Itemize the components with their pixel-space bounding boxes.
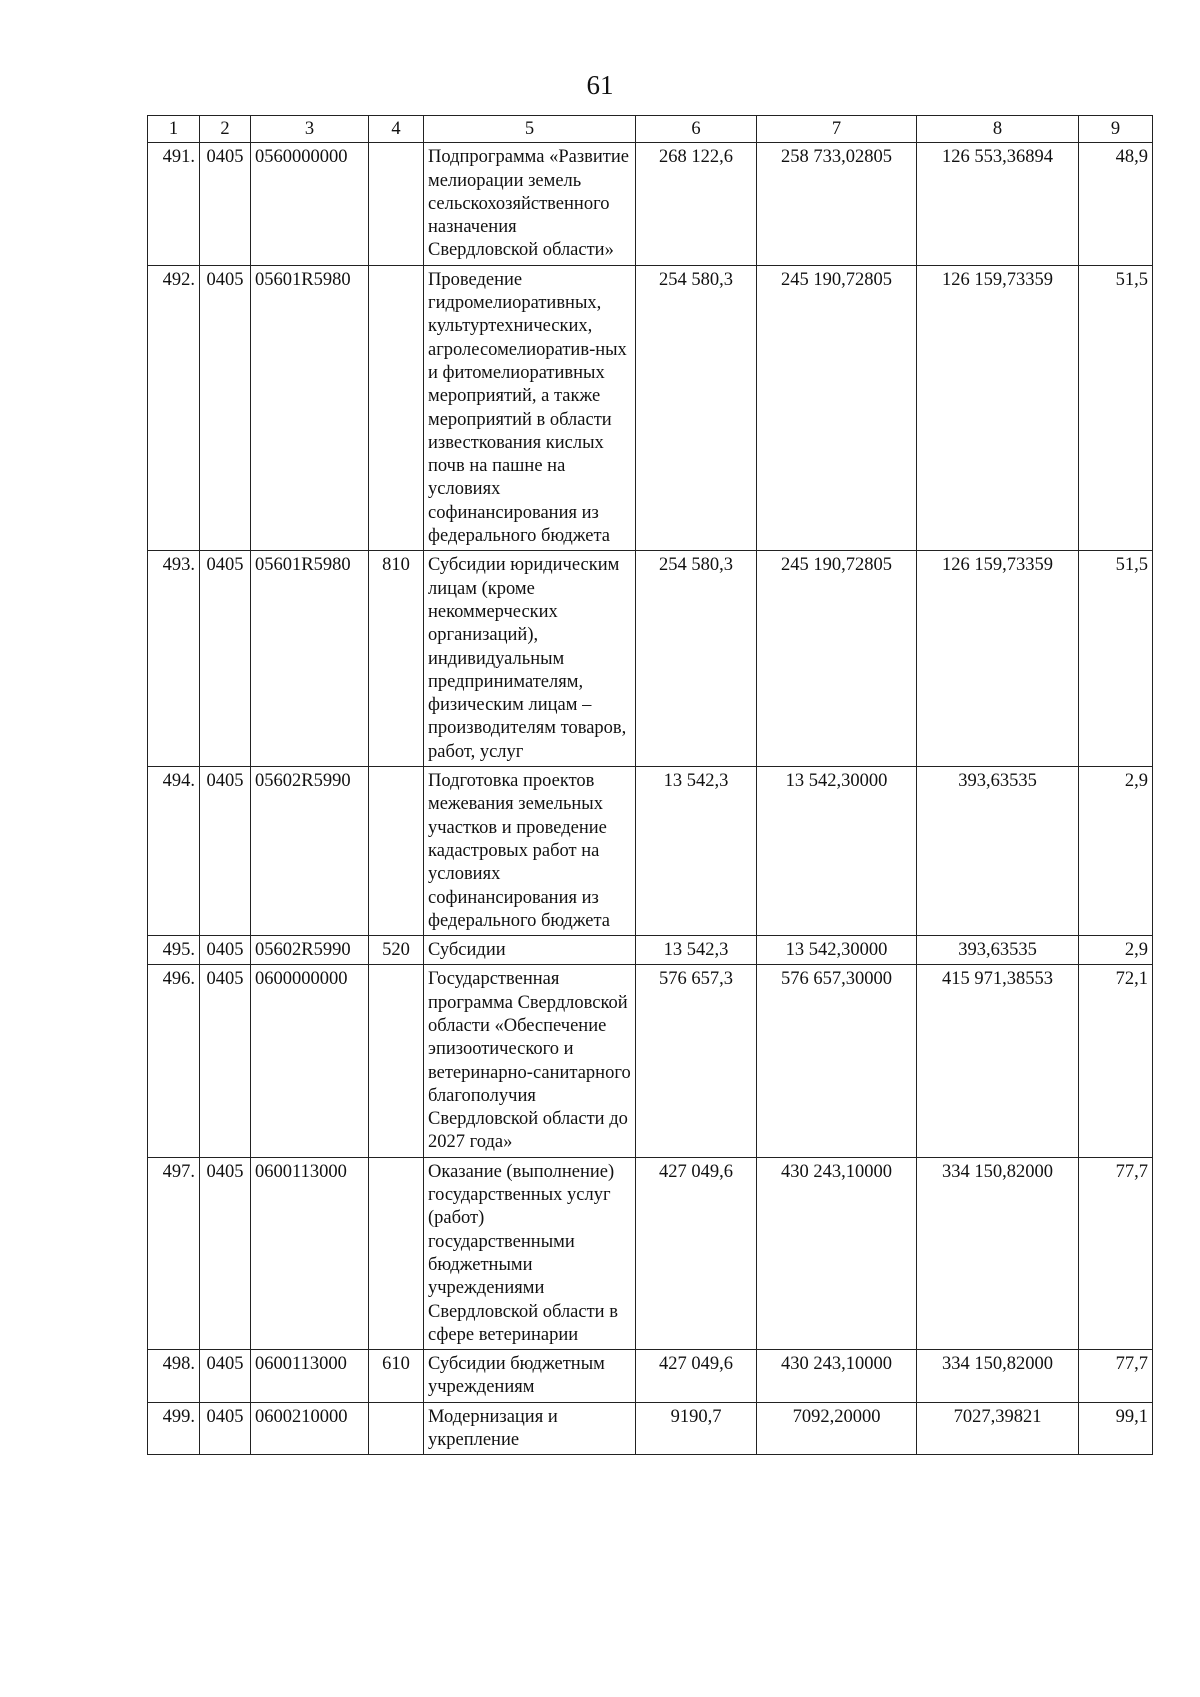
expense-type-code: 810 [369, 551, 424, 767]
row-number: 493. [148, 551, 200, 767]
plan-amount: 576 657,3 [636, 965, 757, 1157]
plan-amount: 13 542,3 [636, 936, 757, 965]
item-name: Субсидии [424, 936, 636, 965]
expense-type-code: 520 [369, 936, 424, 965]
target-article-code: 05602R5990 [251, 936, 369, 965]
target-article-code: 05602R5990 [251, 767, 369, 936]
executed-amount: 415 971,38553 [917, 965, 1079, 1157]
column-header: 4 [369, 116, 424, 143]
item-name: Оказание (выполнение) государственных услуг (работ) государственными бюджетными учреждениями Свердловской области в сфере ветеринарии [424, 1157, 636, 1349]
item-name: Подготовка проектов межевания земельных участков и проведение кадастровых работ на условиях софинансирования из федерального бюджета [424, 767, 636, 936]
executed-amount: 126 159,73359 [917, 265, 1079, 551]
execution-percent: 77,7 [1079, 1350, 1153, 1403]
refined-amount: 13 542,30000 [757, 936, 917, 965]
execution-percent: 2,9 [1079, 767, 1153, 936]
expense-type-code [369, 767, 424, 936]
refined-amount: 258 733,02805 [757, 143, 917, 265]
refined-amount: 430 243,10000 [757, 1157, 917, 1349]
column-header: 1 [148, 116, 200, 143]
target-article-code: 05601R5980 [251, 551, 369, 767]
executed-amount: 126 159,73359 [917, 551, 1079, 767]
table-row [148, 1157, 1153, 1349]
table-row [148, 965, 1153, 1157]
target-article-code: 0600000000 [251, 965, 369, 1157]
plan-amount: 427 049,6 [636, 1350, 757, 1403]
table-row [148, 265, 1153, 551]
row-number: 498. [148, 1350, 200, 1403]
expense-type-code [369, 965, 424, 1157]
table-row [148, 1350, 1153, 1403]
table-row [148, 1402, 1153, 1455]
plan-amount: 13 542,3 [636, 767, 757, 936]
table-row [148, 143, 1153, 265]
refined-amount: 13 542,30000 [757, 767, 917, 936]
header-row [148, 116, 1153, 143]
plan-amount: 254 580,3 [636, 265, 757, 551]
budget-table [147, 115, 1153, 1455]
expense-type-code [369, 1157, 424, 1349]
plan-amount: 268 122,6 [636, 143, 757, 265]
expense-type-code [369, 143, 424, 265]
item-name: Государственная программа Свердловской области «Обеспечение эпизоотического и ветеринарно-санитарного благополучия Свердловской области до 2027 года» [424, 965, 636, 1157]
refined-amount: 7092,20000 [757, 1402, 917, 1455]
execution-percent: 77,7 [1079, 1157, 1153, 1349]
column-header: 3 [251, 116, 369, 143]
column-header: 6 [636, 116, 757, 143]
row-number: 496. [148, 965, 200, 1157]
row-number: 494. [148, 767, 200, 936]
section-code: 0405 [200, 965, 251, 1157]
section-code: 0405 [200, 1350, 251, 1403]
execution-percent: 72,1 [1079, 965, 1153, 1157]
target-article-code: 0560000000 [251, 143, 369, 265]
executed-amount: 334 150,82000 [917, 1350, 1079, 1403]
section-code: 0405 [200, 143, 251, 265]
item-name: Проведение гидромелиоративных, культуртехнических, агролесомелиоратив-ных и фитомелиоративных мероприятий, а также мероприятий в области известкования кислых почв на пашне на условиях софинансирования из федерального бюджета [424, 265, 636, 551]
target-article-code: 0600113000 [251, 1157, 369, 1349]
column-header: 2 [200, 116, 251, 143]
execution-percent: 48,9 [1079, 143, 1153, 265]
page-number: 61 [586, 70, 614, 100]
execution-percent: 2,9 [1079, 936, 1153, 965]
refined-amount: 576 657,30000 [757, 965, 917, 1157]
refined-amount: 245 190,72805 [757, 551, 917, 767]
item-name: Субсидии юридическим лицам (кроме некоммерческих организаций), индивидуальным предпринимателям, физическим лицам – производителям товаров, работ, услуг [424, 551, 636, 767]
target-article-code: 0600210000 [251, 1402, 369, 1455]
section-code: 0405 [200, 1157, 251, 1349]
column-header: 5 [424, 116, 636, 143]
row-number: 491. [148, 143, 200, 265]
execution-percent: 51,5 [1079, 265, 1153, 551]
plan-amount: 9190,7 [636, 1402, 757, 1455]
row-number: 492. [148, 265, 200, 551]
execution-percent: 99,1 [1079, 1402, 1153, 1455]
column-header: 7 [757, 116, 917, 143]
plan-amount: 254 580,3 [636, 551, 757, 767]
expense-type-code [369, 1402, 424, 1455]
execution-percent: 51,5 [1079, 551, 1153, 767]
row-number: 495. [148, 936, 200, 965]
target-article-code: 0600113000 [251, 1350, 369, 1403]
column-header: 9 [1079, 116, 1153, 143]
executed-amount: 126 553,36894 [917, 143, 1079, 265]
executed-amount: 393,63535 [917, 767, 1079, 936]
table-row [148, 551, 1153, 767]
refined-amount: 245 190,72805 [757, 265, 917, 551]
executed-amount: 334 150,82000 [917, 1157, 1079, 1349]
row-number: 499. [148, 1402, 200, 1455]
item-name: Подпрограмма «Развитие мелиорации земель сельскохозяйственного назначения Свердловской области» [424, 143, 636, 265]
target-article-code: 05601R5980 [251, 265, 369, 551]
section-code: 0405 [200, 1402, 251, 1455]
section-code: 0405 [200, 265, 251, 551]
item-name: Модернизация и укрепление [424, 1402, 636, 1455]
item-name: Субсидии бюджетным учреждениям [424, 1350, 636, 1403]
section-code: 0405 [200, 936, 251, 965]
expense-type-code: 610 [369, 1350, 424, 1403]
refined-amount: 430 243,10000 [757, 1350, 917, 1403]
section-code: 0405 [200, 767, 251, 936]
column-header: 8 [917, 116, 1079, 143]
table-row [148, 936, 1153, 965]
row-number: 497. [148, 1157, 200, 1349]
executed-amount: 7027,39821 [917, 1402, 1079, 1455]
expense-type-code [369, 265, 424, 551]
section-code: 0405 [200, 551, 251, 767]
table-row [148, 767, 1153, 936]
plan-amount: 427 049,6 [636, 1157, 757, 1349]
executed-amount: 393,63535 [917, 936, 1079, 965]
